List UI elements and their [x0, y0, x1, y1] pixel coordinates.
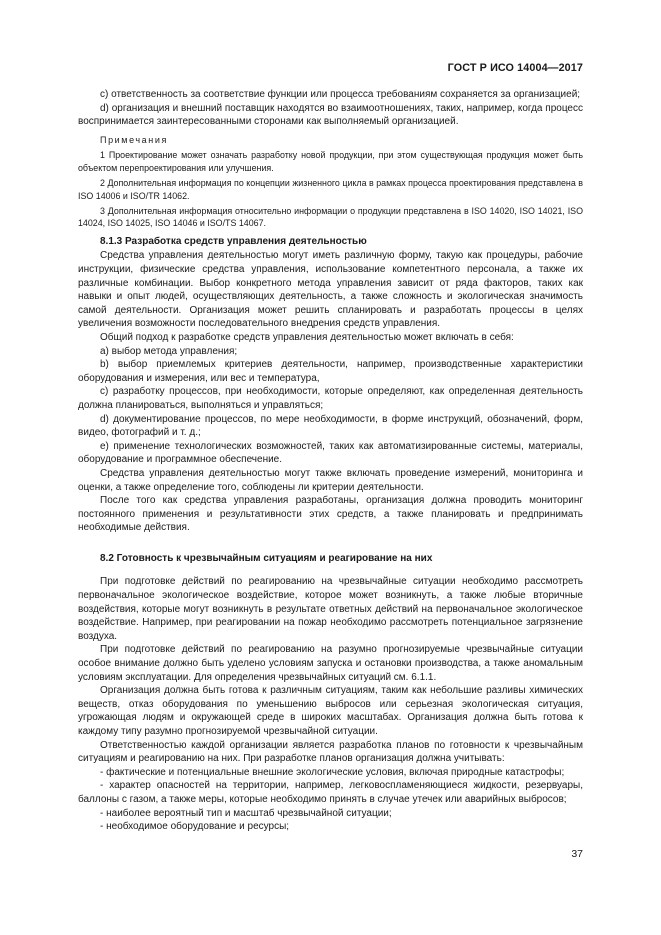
- list-item: е) применение технологических возможностей, таких как автоматизированные системы, материалы, оборудование и программное обеспечение.: [78, 440, 583, 466]
- list-item: а) выбор метода управления;: [100, 345, 238, 357]
- paragraph: Средства управления деятельностью могут иметь различную форму, такую как процедуры, рабочие инструкции, физические средства управления, использование компетентного персонала, а также их различные комбинации. Выбор конкретного метода управления зависит от ряда факторов, таких как навыки и опыт людей, осуществляющих деятельность, а также сложность и экологическая значимость самой деятельности. Организация может решить спланировать и разработать процессы в целях увеличения возможности последовательного внедрения средств управления.: [78, 250, 583, 330]
- list-item: d) документирование процессов, по мере необходимости, в форме инструкций, обозначений, форм, видео, фотографий и т. д.;: [78, 413, 583, 439]
- list-item-c: с) ответственность за соответствие функции или процесса требованиям сохраняется за организацией;: [100, 89, 581, 100]
- section-8-2-heading: 8.2 Готовность к чрезвычайным ситуациям и реагирование на них: [100, 552, 433, 564]
- list-item-d: d) организация и внешний поставщик находятся во взаимоотношениях, таких, например, когда процесс воспринимается заинтересованными сторонами как выполняемый организацией.: [78, 102, 583, 128]
- paragraph: Средства управления деятельностью могут также включать проведение измерений, мониторинга и оценки, а также определение того, соблюдены ли критерии деятельности.: [78, 467, 583, 493]
- paragraph: Ответственностью каждой организации является разработка планов по готовности к чрезвычайным ситуациям и реагированию на них. При разработке планов организация должна учитывать:: [78, 739, 583, 765]
- paragraph: При подготовке действий по реагированию на чрезвычайные ситуации необходимо рассмотреть первоначальное экологическое воздействие, которое может возникнуть, а также любые вторичные воздействия, которые могут возникнуть в результате ответных действий на первоначальное экологическое воздействие. Например, при реагировании на пожар необходимо рассмотреть потенциальное загрязнение воздуха.: [78, 576, 583, 642]
- paragraph: Организация должна быть готова к различным ситуациям, таким как небольшие разливы химических веществ, отказ оборудования по уменьшению выбросов или серьезная экологическая ситуация, угрожающая людям и окружающей среде в широких масштабах. Организация должна быть готова к каждому типу разумно прогнозируемой чрезвычайной ситуации.: [78, 685, 583, 737]
- list-item: с) разработку процессов, при необходимости, которые определяют, как определенная деятельность должна планироваться, выполняться и управляться;: [78, 386, 583, 411]
- page-number: 37: [571, 848, 583, 860]
- list-item: - необходимое оборудование и ресурсы;: [100, 821, 290, 833]
- paragraph: При подготовке действий по реагированию на разумно прогнозируемые чрезвычайные ситуации особое внимание должно быть уделено условиям запуска и остановки производства, а также аномальным условиям эксплуатации. Для определения чрезвычайных ситуаций см. 6.1.1.: [78, 644, 583, 683]
- list-item: - наиболее вероятный тип и масштаб чрезвычайной ситуации;: [100, 807, 392, 819]
- notes-title: Примечания: [100, 134, 168, 145]
- list-item: - характер опасностей на территории, например, легковоспламеняющиеся жидкости, резервуары, баллоны с газом, а также меры, которые необходимо принять в случае утечек или аварийных выбросов;: [78, 780, 583, 805]
- paragraph: После того как средства управления разработаны, организация должна проводить мониторинг постоянного применения и результативности этих средств, а также планировать и предпринимать необходимые действия.: [78, 495, 583, 534]
- note-1: 1 Проектирование может означать разработку новой продукции, при этом существующая продукция может быть объектом перепроектирования или улучшения.: [78, 150, 583, 173]
- document-body: [78, 88, 583, 834]
- paragraph: Общий подход к разработке средств управления деятельностью может включать в себя:: [100, 331, 514, 343]
- list-item: - фактические и потенциальные внешние экологические условия, включая природные катастрофы;: [100, 766, 565, 778]
- document-header: ГОСТ Р ИСО 14004—2017: [447, 62, 583, 74]
- list-item: b) выбор приемлемых критериев деятельности, например, производственные характеристики оборудования и измерения, или вес и температура,: [78, 359, 583, 384]
- note-2: 2 Дополнительная информация по концепции жизненного цикла в рамках процесса проектирования представлена в ISO 14006 и ISO/TR 14062.: [78, 178, 583, 201]
- note-3: 3 Дополнительная информация относительно информации о продукции представлена в ISO 14020, ISO 14021, ISO 14024, ISO 14025, ISO 14046 и ISO/TS 14067.: [78, 206, 583, 229]
- section-8-1-3-heading: 8.1.3 Разработка средств управления деятельностью: [100, 235, 367, 247]
